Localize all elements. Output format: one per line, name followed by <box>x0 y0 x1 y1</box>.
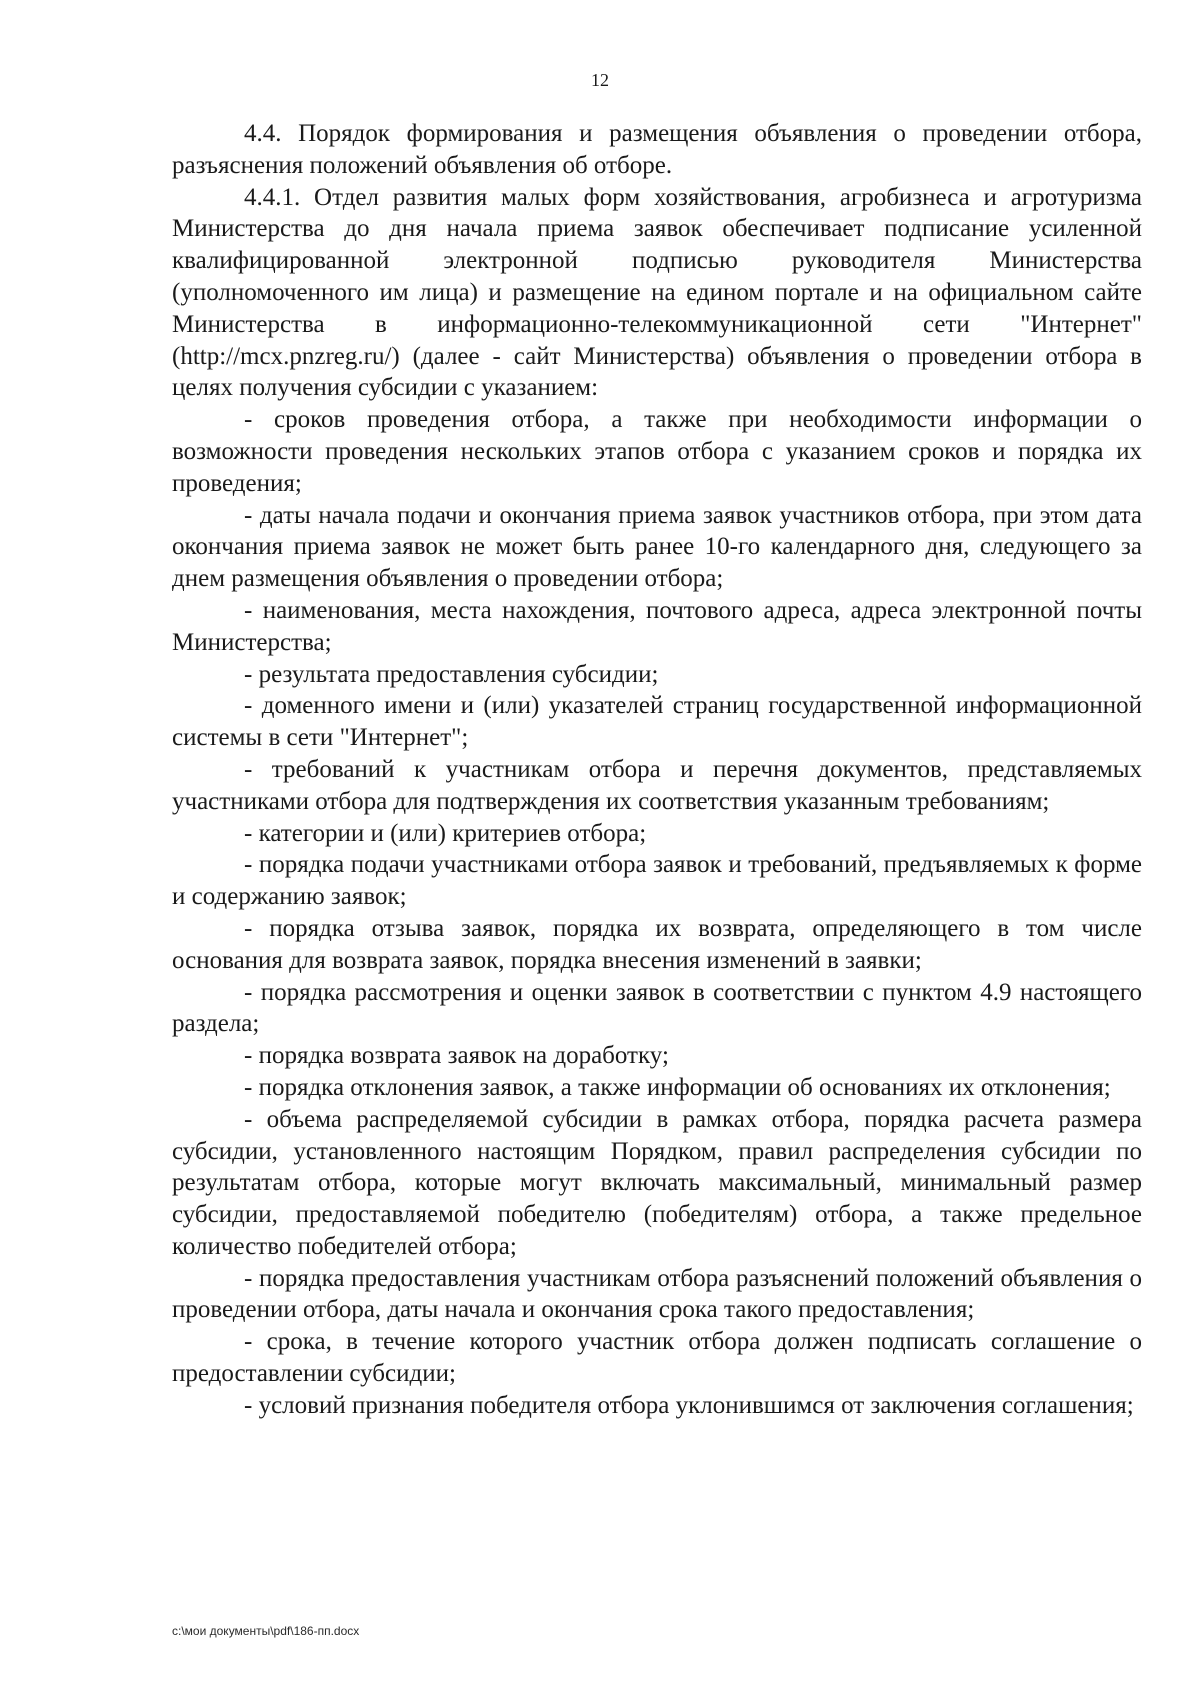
list-item-contacts: - наименования, места нахождения, почтового адреса, адреса электронной почты Министерства; <box>172 596 1142 656</box>
list-item-domain-name: - доменного имени и (или) указателей страниц государственной информационной системы в сети "Интернет"; <box>172 692 1142 752</box>
list-item-result: - результата предоставления субсидии; <box>244 660 659 688</box>
page-number: 12 <box>591 70 609 90</box>
list-item-clarifications: - порядка предоставления участникам отбора разъяснений положений объявления о проведении отбора, даты начала и окончания срока такого предоставления; <box>172 1264 1142 1324</box>
paragraph-section-4-4: 4.4. Порядок формирования и размещения объявления о проведении отбора, разъяснения положений объявления об отборе. <box>172 120 1142 179</box>
paragraph-section-4-4-1: 4.4.1. Отдел развития малых форм хозяйствования, агробизнеса и агротуризма Министерства до дня начала приема заявок обеспечивает подписание усиленной квалифицированной электронной подписью руководителя Министерства (уполномоченного им лица) и размещение на едином портале и на официальном сайте Министерства в информационно-телекоммуникационной сети "Интернет" (http://mcx.pnzreg.ru/) (далее - сайт Министерства) объявления о проведении отбора в целях получения субсидии с указанием: <box>172 183 1142 402</box>
footer-file-path: c:\мои документы\pdf\186-пп.docx <box>172 1624 360 1638</box>
list-item-dates: - даты начала подачи и окончания приема заявок участников отбора, при этом дата окончания приема заявок не может быть ранее 10-го календарного дня, следующего за днем размещения объявления о проведении отбора; <box>172 501 1142 593</box>
list-item-signing-term: - срока, в течение которого участник отбора должен подписать соглашение о предоставлении субсидии; <box>172 1328 1142 1388</box>
list-item-criteria: - категории и (или) критериев отбора; <box>244 819 647 847</box>
list-item-rejection-order: - порядка отклонения заявок, а также информации об основаниях их отклонения; <box>244 1073 1111 1101</box>
list-item-review-order: - порядка рассмотрения и оценки заявок в соответствии с пунктом 4.9 настоящего раздела; <box>172 978 1142 1038</box>
list-item-terms: - сроков проведения отбора, а также при необходимости информации о возможности проведения нескольких этапов отбора с указанием сроков и порядка их проведения; <box>172 406 1142 497</box>
list-item-requirements: - требований к участникам отбора и перечня документов, представляемых участниками отбора для подтверждения их соответствия указанным требованиям; <box>172 755 1142 815</box>
list-item-return-order: - порядка возврата заявок на доработку; <box>244 1042 669 1070</box>
document-body <box>172 118 1142 1422</box>
list-item-submission-order: - порядка подачи участниками отбора заявок и требований, предъявляемых к форме и содержанию заявок; <box>172 851 1142 911</box>
list-item-withdrawal-order: - порядка отзыва заявок, порядка их возврата, определяющего в том числе основания для возврата заявок, порядка внесения изменений в заявки; <box>172 914 1142 974</box>
list-item-evasion-conditions: - условий признания победителя отбора уклонившимся от заключения соглашения; <box>244 1391 1134 1419</box>
list-item-subsidy-volume: - объема распределяемой субсидии в рамках отбора, порядка расчета размера субсидии, установленного настоящим Порядком, правил распределения субсидии по результатам отбора, которые могут включать максимальный, минимальный размер субсидии, предоставляемой победителю (победителям) отбора, а также предельное количество победителей отбора; <box>172 1105 1142 1260</box>
